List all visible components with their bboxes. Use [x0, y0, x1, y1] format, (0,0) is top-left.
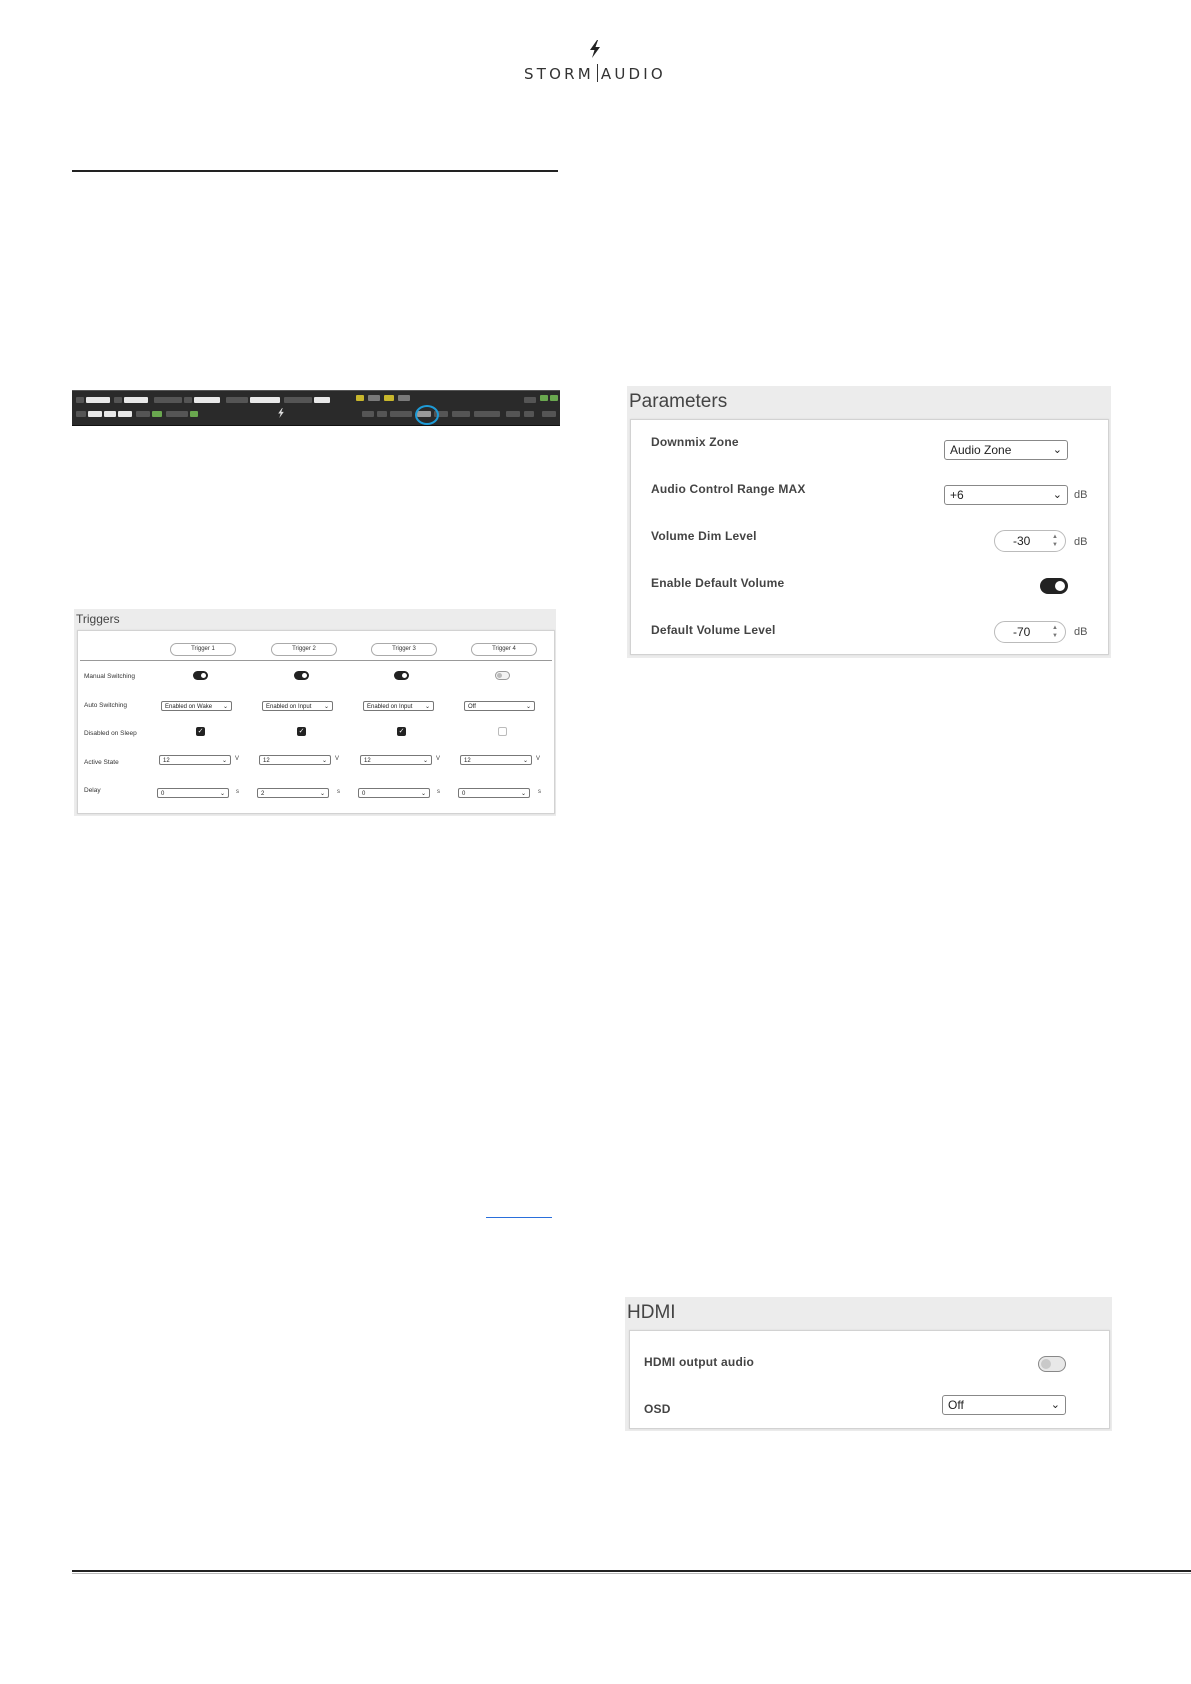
enable-default-volume-label: Enable Default Volume — [651, 576, 785, 590]
tab-trigger-3[interactable]: Trigger 3 — [371, 643, 437, 656]
toolbar-top-row — [72, 393, 560, 407]
downmix-zone-select[interactable] — [944, 440, 1068, 460]
chevron-down-icon: ⌄ — [420, 791, 426, 797]
audio-control-range-max-select[interactable] — [944, 485, 1068, 505]
select-value: +6 — [950, 488, 964, 502]
hdmi-output-audio-toggle[interactable] — [1038, 1356, 1066, 1372]
chevron-down-icon: ⌄ — [321, 758, 327, 764]
tab-trigger-4[interactable]: Trigger 4 — [471, 643, 537, 656]
select-value: Enabled on Input — [367, 704, 413, 710]
trigger-3-disabled-on-sleep-checkbox[interactable]: ✓ — [398, 728, 405, 735]
db-unit: dB — [1074, 626, 1088, 638]
chevron-down-icon: ⌄ — [525, 704, 531, 710]
default-volume-level-label: Default Volume Level — [651, 623, 776, 637]
seconds-unit: s — [337, 789, 340, 795]
chevron-down-icon: ⌄ — [222, 704, 228, 710]
volts-unit: V — [335, 756, 340, 762]
select-value: Audio Zone — [950, 443, 1012, 457]
trigger-3-delay-select[interactable] — [358, 788, 430, 798]
default-volume-level-stepper[interactable] — [994, 621, 1066, 643]
volts-unit: V — [536, 756, 541, 762]
brand-separator — [597, 64, 598, 82]
select-value: Off — [948, 1398, 964, 1412]
trigger-2-manual-switching-toggle[interactable] — [294, 671, 309, 680]
chevron-down-icon: ⌄ — [522, 758, 528, 764]
brand-right: AUDIO — [600, 65, 666, 83]
triggers-panel-body — [77, 630, 555, 814]
chevron-down-icon: ⌄ — [319, 791, 325, 797]
parameters-panel-body — [630, 419, 1109, 655]
brand-wordmark — [500, 64, 690, 83]
seconds-unit: s — [437, 789, 440, 795]
triggers-panel — [74, 609, 556, 816]
trigger-4-auto-switching-select[interactable] — [464, 701, 535, 711]
lightning-bolt-icon — [277, 408, 285, 418]
chevron-down-icon: ⌄ — [221, 758, 227, 764]
select-value: Enabled on Input — [266, 704, 312, 710]
parameters-panel — [627, 386, 1111, 658]
active-state-label: Active State — [84, 759, 119, 766]
chevron-down-icon: ⌄ — [520, 791, 526, 797]
web-interface-toolbar — [72, 390, 560, 426]
osd-label: OSD — [644, 1402, 671, 1416]
triggers-header-divider — [80, 660, 552, 661]
chevron-down-icon: ⌄ — [219, 791, 225, 797]
select-value: 12 — [263, 758, 270, 764]
db-unit: dB — [1074, 489, 1088, 501]
stepper-arrows-icon[interactable]: ▲ ▼ — [1052, 625, 1058, 639]
select-value: 12 — [464, 758, 471, 764]
trigger-2-auto-switching-select[interactable] — [262, 701, 333, 711]
hdmi-output-audio-label: HDMI output audio — [644, 1355, 755, 1369]
footer-rule — [72, 1570, 1191, 1572]
trigger-1-auto-switching-select[interactable] — [161, 701, 232, 711]
db-unit: dB — [1074, 536, 1088, 548]
trigger-1-manual-switching-toggle[interactable] — [193, 671, 208, 680]
brand-left: STORM — [524, 65, 594, 83]
select-value: 12 — [364, 758, 371, 764]
volume-dim-level-label: Volume Dim Level — [651, 529, 757, 543]
trigger-4-manual-switching-toggle[interactable] — [495, 671, 510, 680]
hyperlink-underline[interactable] — [486, 1217, 552, 1218]
stepper-arrows-icon[interactable]: ▲ ▼ — [1052, 534, 1058, 548]
trigger-4-active-state-select[interactable] — [460, 755, 532, 765]
triggers-panel-title: Triggers — [74, 609, 556, 629]
trigger-3-manual-switching-toggle[interactable] — [394, 671, 409, 680]
toolbar-bottom-row — [72, 408, 560, 422]
tab-trigger-1[interactable]: Trigger 1 — [170, 643, 236, 656]
seconds-unit: s — [538, 789, 541, 795]
volts-unit: V — [436, 756, 441, 762]
trigger-1-active-state-select[interactable] — [159, 755, 231, 765]
chevron-down-icon: ⌄ — [422, 758, 428, 764]
select-value: 2 — [261, 791, 265, 797]
chevron-down-icon: ⌄ — [424, 704, 430, 710]
trigger-3-auto-switching-select[interactable] — [363, 701, 434, 711]
stepper-value: -30 — [1013, 534, 1031, 548]
osd-select[interactable] — [942, 1395, 1066, 1415]
section-rule — [72, 170, 558, 172]
chevron-down-icon: ⌄ — [1052, 444, 1062, 456]
manual-switching-label: Manual Switching — [84, 673, 135, 680]
downmix-zone-label: Downmix Zone — [651, 435, 739, 449]
trigger-2-delay-select[interactable] — [257, 788, 329, 798]
chevron-down-icon: ⌄ — [323, 704, 329, 710]
hdmi-panel-title: HDMI — [625, 1297, 1112, 1329]
enable-default-volume-toggle[interactable] — [1040, 578, 1068, 594]
select-value: 0 — [462, 791, 466, 797]
select-value: 12 — [163, 758, 170, 764]
trigger-1-delay-select[interactable] — [157, 788, 229, 798]
disabled-on-sleep-label: Disabled on Sleep — [84, 730, 137, 737]
delay-label: Delay — [84, 787, 101, 794]
tab-trigger-2[interactable]: Trigger 2 — [271, 643, 337, 656]
select-value: 0 — [161, 791, 165, 797]
auto-switching-label: Auto Switching — [84, 702, 127, 709]
audio-control-range-max-label: Audio Control Range MAX — [651, 482, 806, 496]
trigger-4-delay-select[interactable] — [458, 788, 530, 798]
trigger-2-active-state-select[interactable] — [259, 755, 331, 765]
trigger-4-disabled-on-sleep-checkbox[interactable] — [498, 727, 507, 736]
seconds-unit: s — [236, 789, 239, 795]
chevron-down-icon: ⌄ — [1050, 1399, 1060, 1411]
volume-dim-level-stepper[interactable] — [994, 530, 1066, 552]
trigger-2-disabled-on-sleep-checkbox[interactable]: ✓ — [298, 728, 305, 735]
trigger-1-disabled-on-sleep-checkbox[interactable]: ✓ — [197, 728, 204, 735]
parameters-panel-title: Parameters — [627, 386, 1111, 418]
hdmi-panel — [625, 1297, 1112, 1431]
toolbar-highlight-circle — [415, 405, 439, 425]
stepper-value: -70 — [1013, 625, 1031, 639]
storm-audio-logo — [500, 40, 690, 90]
select-value: 0 — [362, 791, 366, 797]
chevron-down-icon: ⌄ — [1052, 489, 1062, 501]
hdmi-panel-body — [629, 1330, 1110, 1429]
select-value: Enabled on Wake — [165, 704, 213, 710]
footer-rule-shadow — [72, 1573, 1191, 1574]
trigger-3-active-state-select[interactable] — [360, 755, 432, 765]
select-value: Off — [468, 704, 476, 710]
volts-unit: V — [235, 756, 240, 762]
lightning-bolt-icon — [588, 40, 602, 58]
